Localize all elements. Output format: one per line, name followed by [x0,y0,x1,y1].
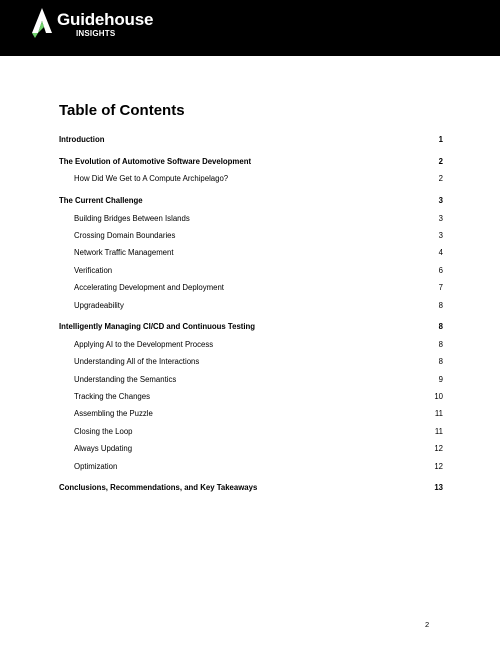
toc-subentry-title: Verification [74,265,113,275]
toc-section-entry[interactable] [59,153,443,170]
toc-subentry-title: How Did We Get to A Compute Archipelago? [74,174,229,184]
toc-subentry-page: 4 [438,248,443,258]
toc-subentry[interactable] [59,170,443,187]
toc-section-page: 2 [438,156,443,166]
toc-title: Table of Contents [59,102,185,119]
guidehouse-logo-icon [31,8,53,38]
toc-subentry[interactable] [59,371,443,388]
toc-section-title: The Evolution of Automotive Software Development [59,156,252,166]
page-header [0,0,500,56]
toc-subentry-title: Crossing Domain Boundaries [74,230,176,240]
toc-subentry[interactable] [59,262,443,279]
toc-subentry-title: Understanding the Semantics [74,374,177,384]
toc-subentry-page: 6 [438,265,443,275]
table-of-contents [59,131,443,497]
toc-subentry-page: 10 [434,391,443,401]
toc-subentry[interactable] [59,244,443,261]
page-number: 2 [425,620,430,629]
toc-subentry-title: Optimization [74,461,118,471]
toc-subentry-title: Accelerating Development and Deployment [74,283,224,293]
toc-subentry[interactable] [59,458,443,475]
toc-subentry[interactable] [59,279,443,296]
toc-section-page: 3 [438,196,443,206]
toc-subentry-page: 12 [434,461,443,471]
toc-subentry-title: Upgradeability [74,300,124,310]
toc-subentry-title: Applying AI to the Development Process [74,339,214,349]
toc-subentry[interactable] [59,210,443,227]
toc-subentry[interactable] [59,405,443,422]
toc-subentry[interactable] [59,227,443,244]
toc-subentry[interactable] [59,336,443,353]
toc-subentry-title: Always Updating [74,444,133,454]
toc-subentry[interactable] [59,353,443,370]
toc-section-page: 1 [438,135,443,144]
toc-section-entry[interactable] [59,318,443,335]
toc-subentry[interactable] [59,297,443,314]
toc-section-page: 13 [434,483,443,493]
toc-section-entry[interactable] [59,479,443,496]
toc-subentry-page: 7 [438,283,443,293]
brand-logo [31,8,154,42]
toc-section-title: Introduction [59,135,105,144]
toc-subentry-page: 3 [438,213,443,223]
toc-subentry-page: 9 [438,374,443,384]
toc-subentry-title: Network Traffic Management [74,248,174,258]
toc-subentry-page: 3 [438,230,443,240]
toc-subentry-page: 11 [434,409,443,419]
toc-subentry-title: Closing the Loop [74,426,133,436]
toc-section-title: The Current Challenge [59,196,143,206]
toc-section-page: 8 [438,322,443,332]
toc-subentry[interactable] [59,388,443,405]
toc-subentry-title: Understanding All of the Interactions [74,357,200,367]
toc-subentry[interactable] [59,440,443,457]
toc-subentry-title: Assembling the Puzzle [74,409,153,419]
toc-subentry-page: 12 [434,444,443,454]
toc-section-title: Conclusions, Recommendations, and Key Takeaways [59,483,258,493]
toc-subentry-page: 8 [438,357,443,367]
toc-subentry[interactable] [59,423,443,440]
toc-section-entry[interactable] [59,192,443,209]
toc-section-entry[interactable] [59,131,443,148]
toc-subentry-page: 8 [438,339,443,349]
toc-subentry-title: Building Bridges Between Islands [74,213,190,223]
brand-name: Guidehouse [57,10,154,29]
toc-subentry-page: 2 [438,174,443,184]
brand-subtitle: INSIGHTS [76,29,116,38]
toc-subentry-page: 11 [434,426,443,436]
toc-subentry-title: Tracking the Changes [74,391,150,401]
toc-subentry-page: 8 [438,300,443,310]
toc-section-title: Intelligently Managing CI/CD and Continuous Testing [59,322,256,332]
